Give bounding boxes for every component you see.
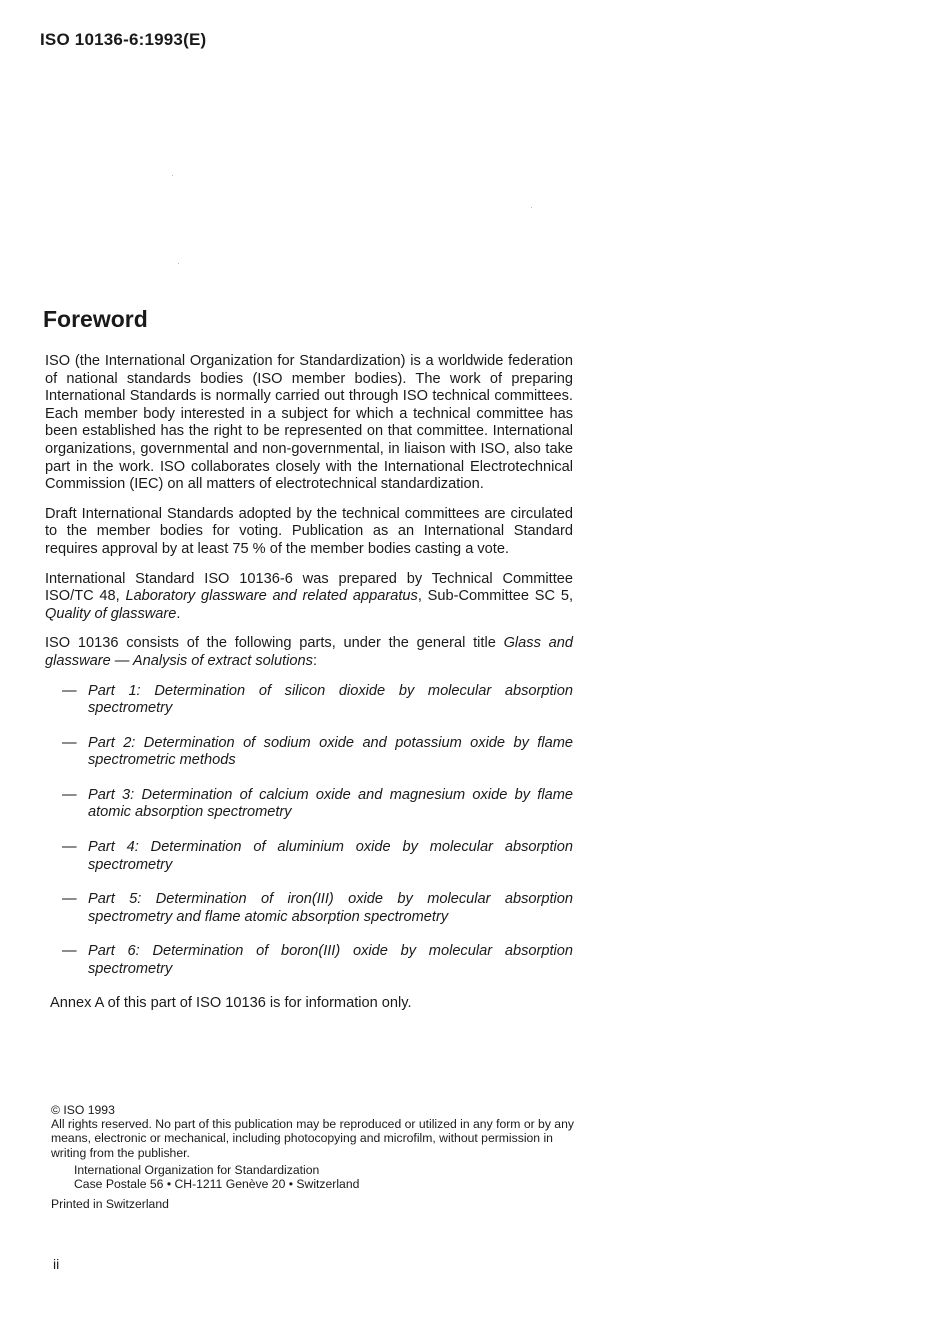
paragraph-draft-standards: Draft International Standards adopted by the technical committees are circulated to the member bodies for voting. Publication as an International Standard requires approval by at least 75 % of the member bodies casting a vote.: [45, 505, 573, 557]
list-dash: —: [62, 734, 77, 751]
parts-intro-colon: :: [312, 652, 317, 669]
foreword-body: [45, 353, 573, 1024]
list-item-part-2: [45, 735, 573, 770]
part-number: Part 6:: [88, 943, 140, 960]
part-title: Determination of sodium oxide and potassium oxide by flame spectrometric methods: [88, 734, 573, 769]
prepared-by-text-3: .: [176, 605, 181, 622]
copyright-block: [51, 1103, 581, 1211]
subcommittee-title: Quality of glassware: [45, 605, 177, 622]
part-title: Determination of aluminium oxide by molecular absorption spectrometry: [88, 839, 573, 873]
printed-location: Printed in Switzerland: [51, 1197, 169, 1212]
part-number: Part 1:: [88, 682, 141, 699]
list-item-part-1: [45, 683, 573, 718]
scan-speck: [178, 263, 179, 264]
paragraph-prepared-by: [45, 571, 573, 624]
prepared-by-text-2: , Sub-Committee SC 5,: [417, 588, 573, 605]
paragraph-iso-description: ISO (the International Organization for Standardization) is a worldwide federation of national standards bodies (ISO member bodies). The work of preparing International Standards is normally carried out through ISO technical committees. Each member body interested in a subject for which a technical committee has been established has the right to be represented on that committee. International organizations, governmental and non-governmental, in liaison with ISO, also take part in the work. ISO collaborates closely with the International Electrotechnical Commission (IEC) on all matters of electrotechnical standardization.: [45, 353, 573, 493]
organization-name: International Organization for Standardization: [74, 1162, 320, 1177]
parts-intro-text: ISO 10136 consists of the following parts, under the general title: [45, 635, 504, 652]
part-number: Part 4:: [88, 839, 139, 856]
rights-statement: All rights reserved. No part of this publication may be reproduced or utilized in any form or by any means, electronic or mechanical, including photocopying and microfilm, without permission in writing from the publisher.: [51, 1117, 574, 1160]
part-title: Determination of iron(III) oxide by molecular absorption spectrometry and flame atomic absorption spectrometry: [88, 891, 573, 925]
list-item-part-4: [45, 839, 573, 874]
general-title: Glass and glassware — Analysis of extract solutions: [45, 635, 573, 669]
list-item-part-6: [45, 943, 573, 978]
page-number: ii: [53, 1256, 60, 1272]
list-dash: —: [62, 786, 77, 803]
document-id-header: ISO 10136-6:1993(E): [40, 30, 207, 49]
organization-address: Case Postale 56 • CH-1211 Genève 20 • Switzerland: [74, 1177, 360, 1192]
part-number: Part 3:: [88, 786, 135, 803]
scan-speck: [531, 207, 532, 208]
parts-list: [45, 683, 573, 979]
list-dash: —: [62, 682, 77, 699]
list-dash: —: [62, 839, 77, 856]
list-dash: —: [62, 943, 77, 960]
list-item-part-5: [45, 891, 573, 926]
part-title: Determination of boron(III) oxide by molecular absorption spectrometry: [88, 943, 573, 978]
list-dash: —: [62, 891, 77, 908]
part-title: Determination of silicon dioxide by molecular absorption spectrometry: [88, 682, 574, 717]
part-title: Determination of calcium oxide and magnesium oxide by flame atomic absorption spectrometry: [88, 786, 573, 821]
copyright-notice: © ISO 1993: [51, 1103, 115, 1117]
part-number: Part 2:: [88, 734, 136, 751]
list-item-part-3: [45, 787, 573, 822]
committee-title: Laboratory glassware and related apparatus: [125, 588, 418, 605]
foreword-title: Foreword: [43, 306, 148, 332]
scan-speck: [172, 175, 173, 176]
prepared-by-text: International Standard ISO 10136-6 was prepared by Technical Committee ISO/TC 48,: [45, 570, 573, 605]
annex-note: Annex A of this part of ISO 10136 is for information only.: [50, 994, 412, 1011]
paragraph-parts-intro: [45, 635, 573, 670]
part-number: Part 5:: [88, 891, 142, 908]
